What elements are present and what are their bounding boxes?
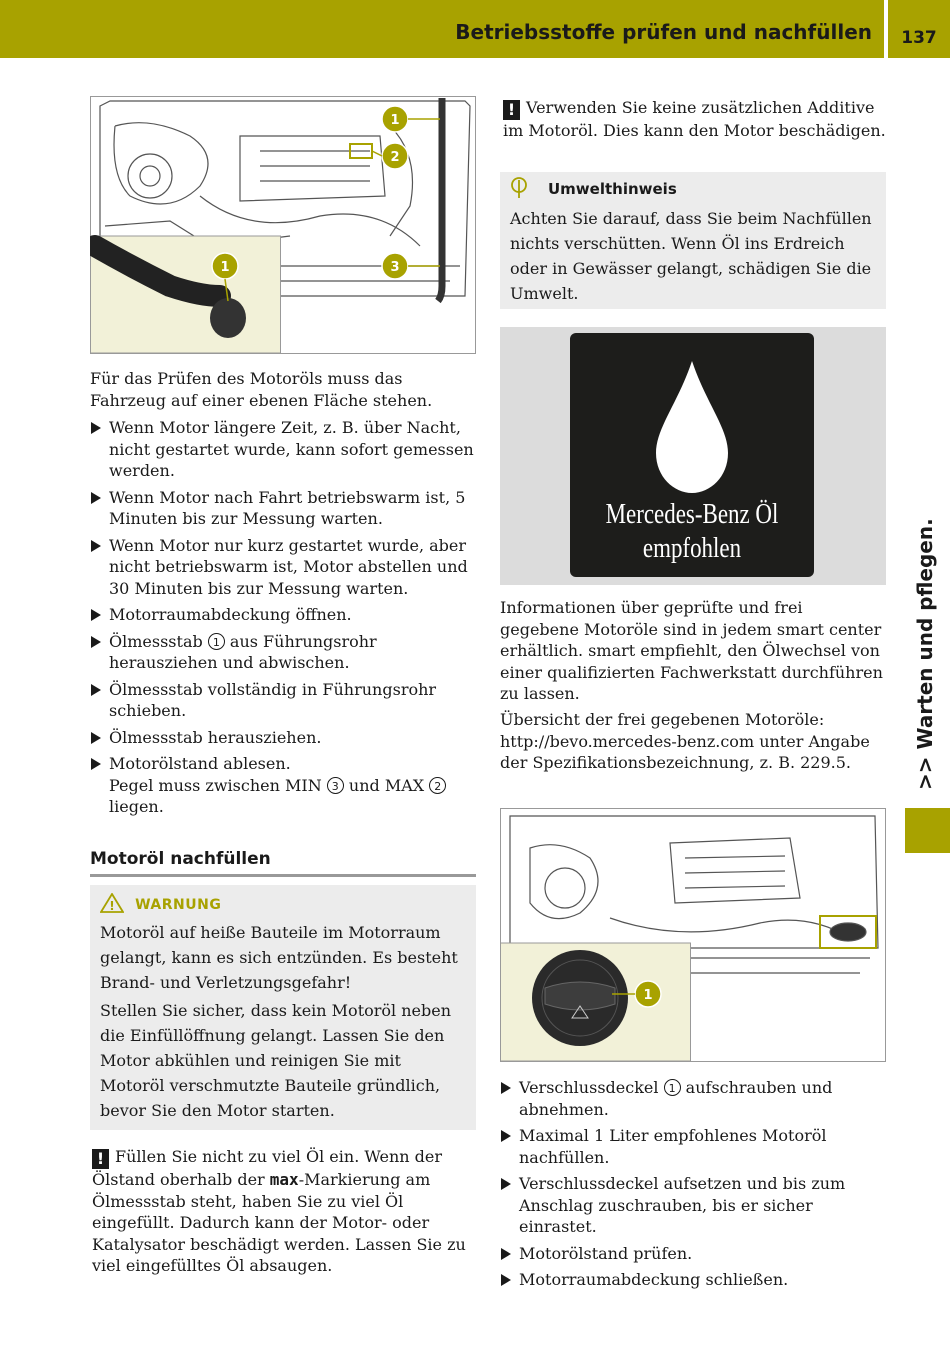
- warning-box: [90, 885, 476, 1130]
- leaf-icon: [509, 176, 529, 200]
- chapter-label: >> Warten und pflegen.: [913, 518, 937, 790]
- list-item-text: Verschlussdeckel: [519, 1078, 659, 1097]
- list-item-text: Motorölstand ablesen.: [109, 754, 291, 773]
- engine-dipstick-figure: [90, 96, 476, 354]
- note-text: -Markierung am Ölmessstab steht, haben Sie zu viel Öl eingefüllt. Dadurch kann der Motor- oder Katalysator beschädigt werden. Lassen Sie zu viel eingefülltes Öl absaugen.: [92, 1170, 466, 1275]
- oil-logo-text: [592, 498, 792, 566]
- info-text: Informationen über geprüfte und frei gegebene Motoröle sind in jedem smart center erhältlich. smart empfiehlt, den Ölwechsel von einer qualifizierten Fachwerkstatt durchführen zu lassen.: [500, 598, 883, 703]
- list-item: Ölmessstab herausziehen.: [90, 727, 476, 749]
- list-item: Verschlussdeckel aufsetzen und bis zum Anschlag zuschrauben, bis er sicher einrastet.: [500, 1173, 886, 1238]
- caution-icon: !: [92, 1149, 109, 1169]
- list-item: Motorölstand prüfen.: [500, 1243, 886, 1265]
- list-item-text: aufschrauben und abnehmen.: [519, 1078, 833, 1119]
- callout-ref: 1: [664, 1079, 681, 1096]
- env-note-title: Umwelthinweis: [548, 180, 677, 198]
- list-item: Wenn Motor nach Fahrt betriebswarm ist, 5 Minuten bis zur Messung warten.: [90, 487, 476, 530]
- list-item: Motorraumabdeckung schließen.: [500, 1269, 886, 1291]
- env-note-text: Achten Sie darauf, dass Sie beim Nachfüllen nichts verschütten. Wenn Öl ins Erdreich oder in Gewässer gelangt, schädigen Sie die Umwelt.: [510, 209, 872, 303]
- list-item: Wenn Motor längere Zeit, z. B. über Nacht, nicht gestartet wurde, kann sofort gemessen werden.: [90, 417, 476, 482]
- list-item: [90, 631, 476, 674]
- list-item-text: liegen.: [109, 797, 164, 816]
- list-item: Motorraumabdeckung öffnen.: [90, 604, 476, 626]
- caution-icon: !: [503, 100, 520, 120]
- callout-2: 2: [390, 150, 400, 165]
- warning-triangle-icon: [100, 893, 124, 913]
- note-bold: max: [269, 1170, 299, 1189]
- list-item-text: Pegel muss zwischen MIN: [109, 775, 322, 795]
- callout-ref: 1: [208, 633, 225, 650]
- callout-1: 1: [390, 113, 400, 128]
- refill-steps: [500, 1077, 886, 1296]
- oil-logo-line: empfohlen: [642, 533, 742, 564]
- callout-inset-1: 1: [220, 260, 230, 275]
- oil-logo-line: Mercedes-Benz Öl: [605, 499, 779, 530]
- svg-text:!: !: [109, 899, 115, 913]
- list-item: [90, 753, 476, 818]
- intro-text: Für das Prüfen des Motoröls muss das Fahrzeug auf einer ebenen Fläche stehen.: [90, 369, 433, 410]
- warning-text: Stellen Sie sicher, dass kein Motoröl neben die Einfüllöffnung gelangt. Lassen Sie den Motor abkühlen und reinigen Sie mit Motoröl verschmutzte Bauteile gründlich, bevor Sie den Motor starten.: [100, 1001, 452, 1120]
- section-rule: [90, 874, 476, 877]
- list-item-text: und MAX: [348, 775, 425, 795]
- warning-header: [100, 893, 221, 913]
- warning-title: WARNUNG: [135, 897, 222, 913]
- additives-note: [503, 97, 886, 142]
- warning-text: Motoröl auf heiße Bauteile im Motorraum gelangt, kann es sich entzünden. Es besteht Brand- und Verletzungsgefahr!: [100, 923, 458, 992]
- check-steps: [90, 417, 476, 823]
- callout-1: 1: [643, 988, 653, 1003]
- env-note-box: [500, 172, 886, 309]
- overview-text: Übersicht der frei gegebenen Motoröle: http://bevo.mercedes-benz.com unter Angabe der Spezifikationsbezeichnung, z. B. 229.5.: [500, 710, 870, 772]
- oil-logo: [570, 333, 814, 577]
- list-item: Wenn Motor nur kurz gestartet wurde, aber nicht betriebswarm ist, Motor abstellen und 30 Minuten bis zur Messung warten.: [90, 535, 476, 600]
- callout-ref: 2: [429, 777, 446, 794]
- page-title: Betriebsstoffe prüfen und nachfüllen: [455, 20, 872, 44]
- page-number: 137: [901, 28, 937, 48]
- list-item-text: Ölmessstab: [109, 631, 203, 651]
- section-title: Motoröl nachfüllen: [90, 849, 271, 869]
- list-item: Ölmessstab vollständig in Führungsrohr schieben.: [90, 679, 476, 722]
- list-item: Maximal 1 Liter empfohlenes Motoröl nachfüllen.: [500, 1125, 886, 1168]
- callout-3: 3: [390, 260, 400, 275]
- oil-logo-figure: [500, 327, 886, 585]
- callout-ref: 3: [327, 777, 344, 794]
- note-text: Füllen Sie nicht zu viel Öl ein. Wenn der Ölstand oberhalb der: [92, 1147, 443, 1189]
- list-item-text: aus Führungsrohr herausziehen und abwischen.: [109, 631, 377, 672]
- overfill-note: [92, 1146, 478, 1277]
- chapter-label-wrap: [904, 518, 948, 1090]
- note-text: Verwenden Sie keine zusätzlichen Additive im Motoröl. Dies kann den Motor beschädigen.: [503, 98, 886, 140]
- oil-drop-icon: [570, 333, 814, 493]
- list-item: [500, 1077, 886, 1120]
- oil-cap-figure: [500, 808, 886, 1062]
